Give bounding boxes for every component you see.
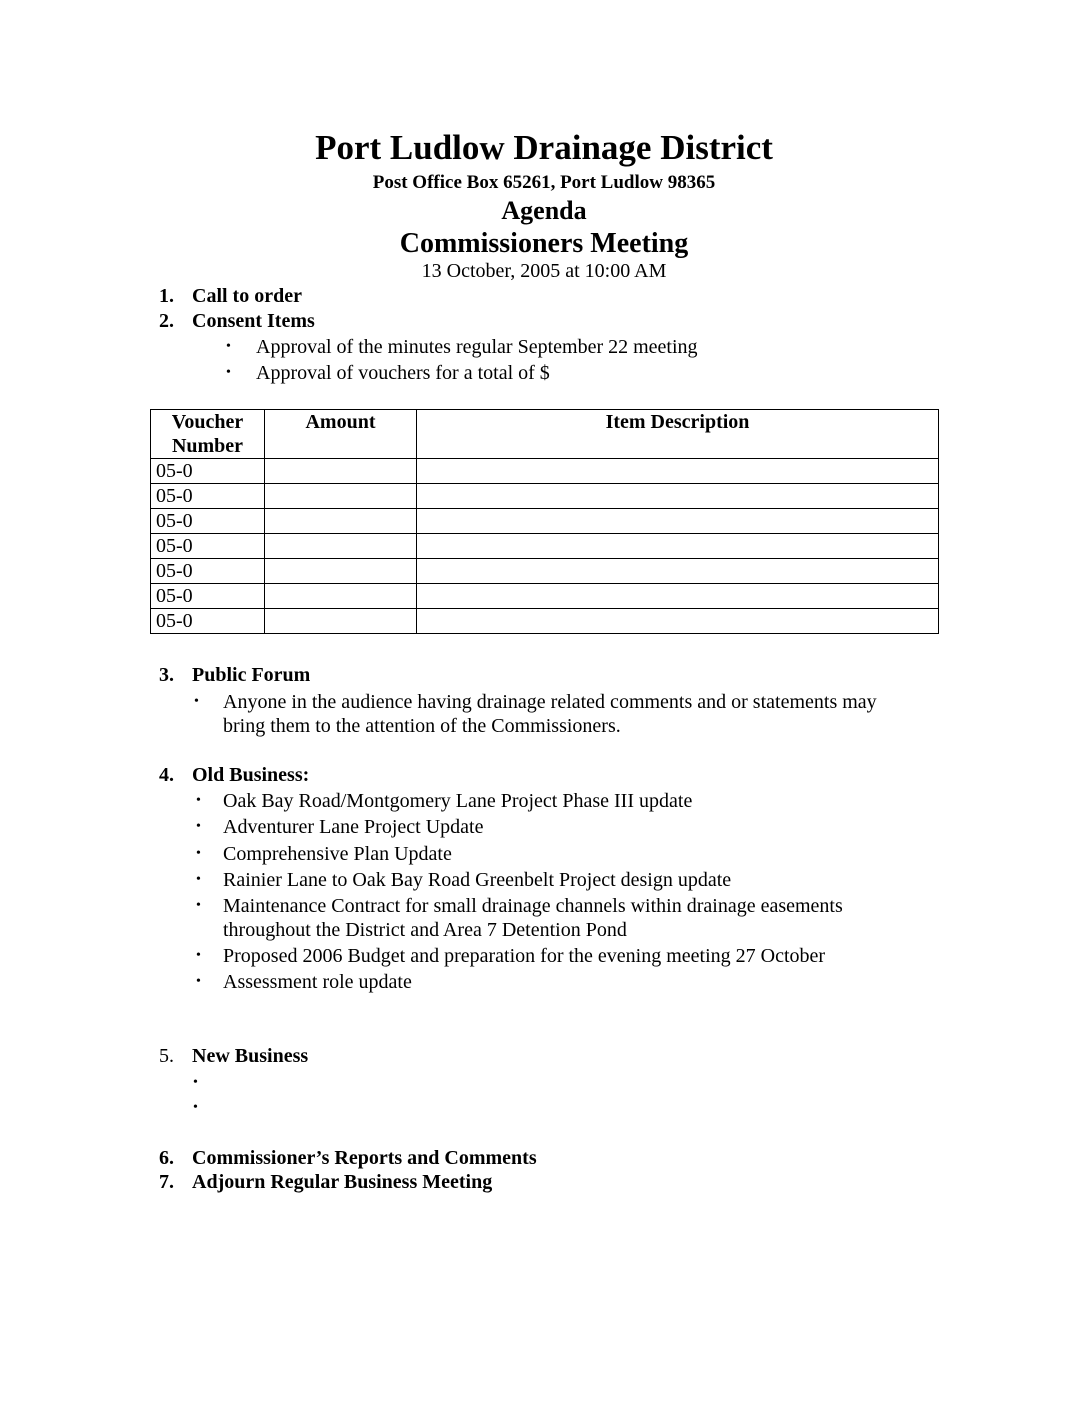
voucher-number-cell: 05-0	[151, 484, 265, 509]
voucher-number-cell: 05-0	[151, 584, 265, 609]
description-cell	[417, 584, 939, 609]
voucher-number-cell: 05-0	[151, 534, 265, 559]
amount-cell	[265, 484, 417, 509]
voucher-table	[150, 409, 939, 634]
bullet-text: bring them to the attention of the Commissioners.	[223, 715, 621, 737]
bullet-icon: •	[193, 1100, 198, 1115]
column-header-item-description: Item Description	[417, 410, 939, 459]
table-row	[151, 559, 939, 584]
item-number: 1.	[159, 285, 174, 307]
bullet-icon: •	[196, 819, 201, 834]
description-cell	[417, 609, 939, 634]
item-heading: Consent Items	[192, 310, 315, 332]
bullet-text: Proposed 2006 Budget and preparation for the evening meeting 27 October	[223, 945, 826, 967]
item-number: 4.	[159, 764, 174, 786]
description-cell	[417, 459, 939, 484]
amount-cell	[265, 534, 417, 559]
item-number: 6.	[159, 1147, 174, 1169]
item-heading: Adjourn Regular Business Meeting	[192, 1171, 493, 1193]
amount-cell	[265, 584, 417, 609]
table-row	[151, 609, 939, 634]
document-title: Port Ludlow Drainage District	[315, 128, 773, 167]
bullet-text: Approval of the minutes regular September 22 meeting	[256, 336, 698, 358]
bullet-icon: •	[194, 694, 199, 709]
bullet-text: Rainier Lane to Oak Bay Road Greenbelt Project design update	[223, 869, 732, 891]
meeting-datetime: 13 October, 2005 at 10:00 AM	[421, 260, 667, 282]
bullet-icon: •	[226, 339, 231, 354]
bullet-icon: •	[196, 898, 201, 913]
item-heading: Commissioner’s Reports and Comments	[192, 1147, 537, 1169]
bullet-icon: •	[196, 872, 201, 887]
table-row	[151, 459, 939, 484]
table-row	[151, 534, 939, 559]
table-row	[151, 584, 939, 609]
description-cell	[417, 484, 939, 509]
bullet-icon: •	[196, 948, 201, 963]
meeting-name: Commissioners Meeting	[399, 228, 689, 259]
amount-cell	[265, 559, 417, 584]
amount-cell	[265, 509, 417, 534]
column-header-amount: Amount	[265, 410, 417, 459]
item-number: 5.	[159, 1045, 174, 1067]
mailing-address: Post Office Box 65261, Port Ludlow 98365	[372, 172, 716, 193]
bullet-icon: •	[196, 846, 201, 861]
bullet-text: Adventurer Lane Project Update	[223, 816, 484, 838]
amount-cell	[265, 609, 417, 634]
bullet-icon: •	[226, 365, 231, 380]
bullet-text: throughout the District and Area 7 Detention Pond	[223, 919, 627, 941]
table-row	[151, 484, 939, 509]
description-cell	[417, 534, 939, 559]
item-heading: New Business	[192, 1045, 309, 1067]
item-heading: Call to order	[192, 285, 302, 307]
voucher-number-cell: 05-0	[151, 559, 265, 584]
bullet-icon: •	[196, 974, 201, 989]
description-cell	[417, 509, 939, 534]
amount-cell	[265, 459, 417, 484]
bullet-text: Approval of vouchers for a total of $	[256, 362, 550, 384]
bullet-icon: •	[193, 1075, 198, 1090]
item-heading: Old Business:	[192, 764, 310, 786]
voucher-number-cell: 05-0	[151, 509, 265, 534]
document-type: Agenda	[501, 196, 587, 225]
item-number: 3.	[159, 664, 174, 686]
bullet-text: Comprehensive Plan Update	[223, 843, 452, 865]
item-number: 2.	[159, 310, 174, 332]
bullet-text: Anyone in the audience having drainage related comments and or statements may	[223, 691, 877, 713]
voucher-number-cell: 05-0	[151, 459, 265, 484]
bullet-text: Maintenance Contract for small drainage channels within drainage easements	[223, 895, 843, 917]
bullet-text: Oak Bay Road/Montgomery Lane Project Phase III update	[223, 790, 693, 812]
column-header-voucher-number: Voucher Number	[151, 410, 265, 459]
bullet-icon: •	[196, 793, 201, 808]
item-number: 7.	[159, 1171, 174, 1193]
voucher-number-cell: 05-0	[151, 609, 265, 634]
description-cell	[417, 559, 939, 584]
item-heading: Public Forum	[192, 664, 311, 686]
bullet-text: Assessment role update	[223, 971, 412, 993]
table-row	[151, 509, 939, 534]
table-header-row	[151, 410, 939, 459]
